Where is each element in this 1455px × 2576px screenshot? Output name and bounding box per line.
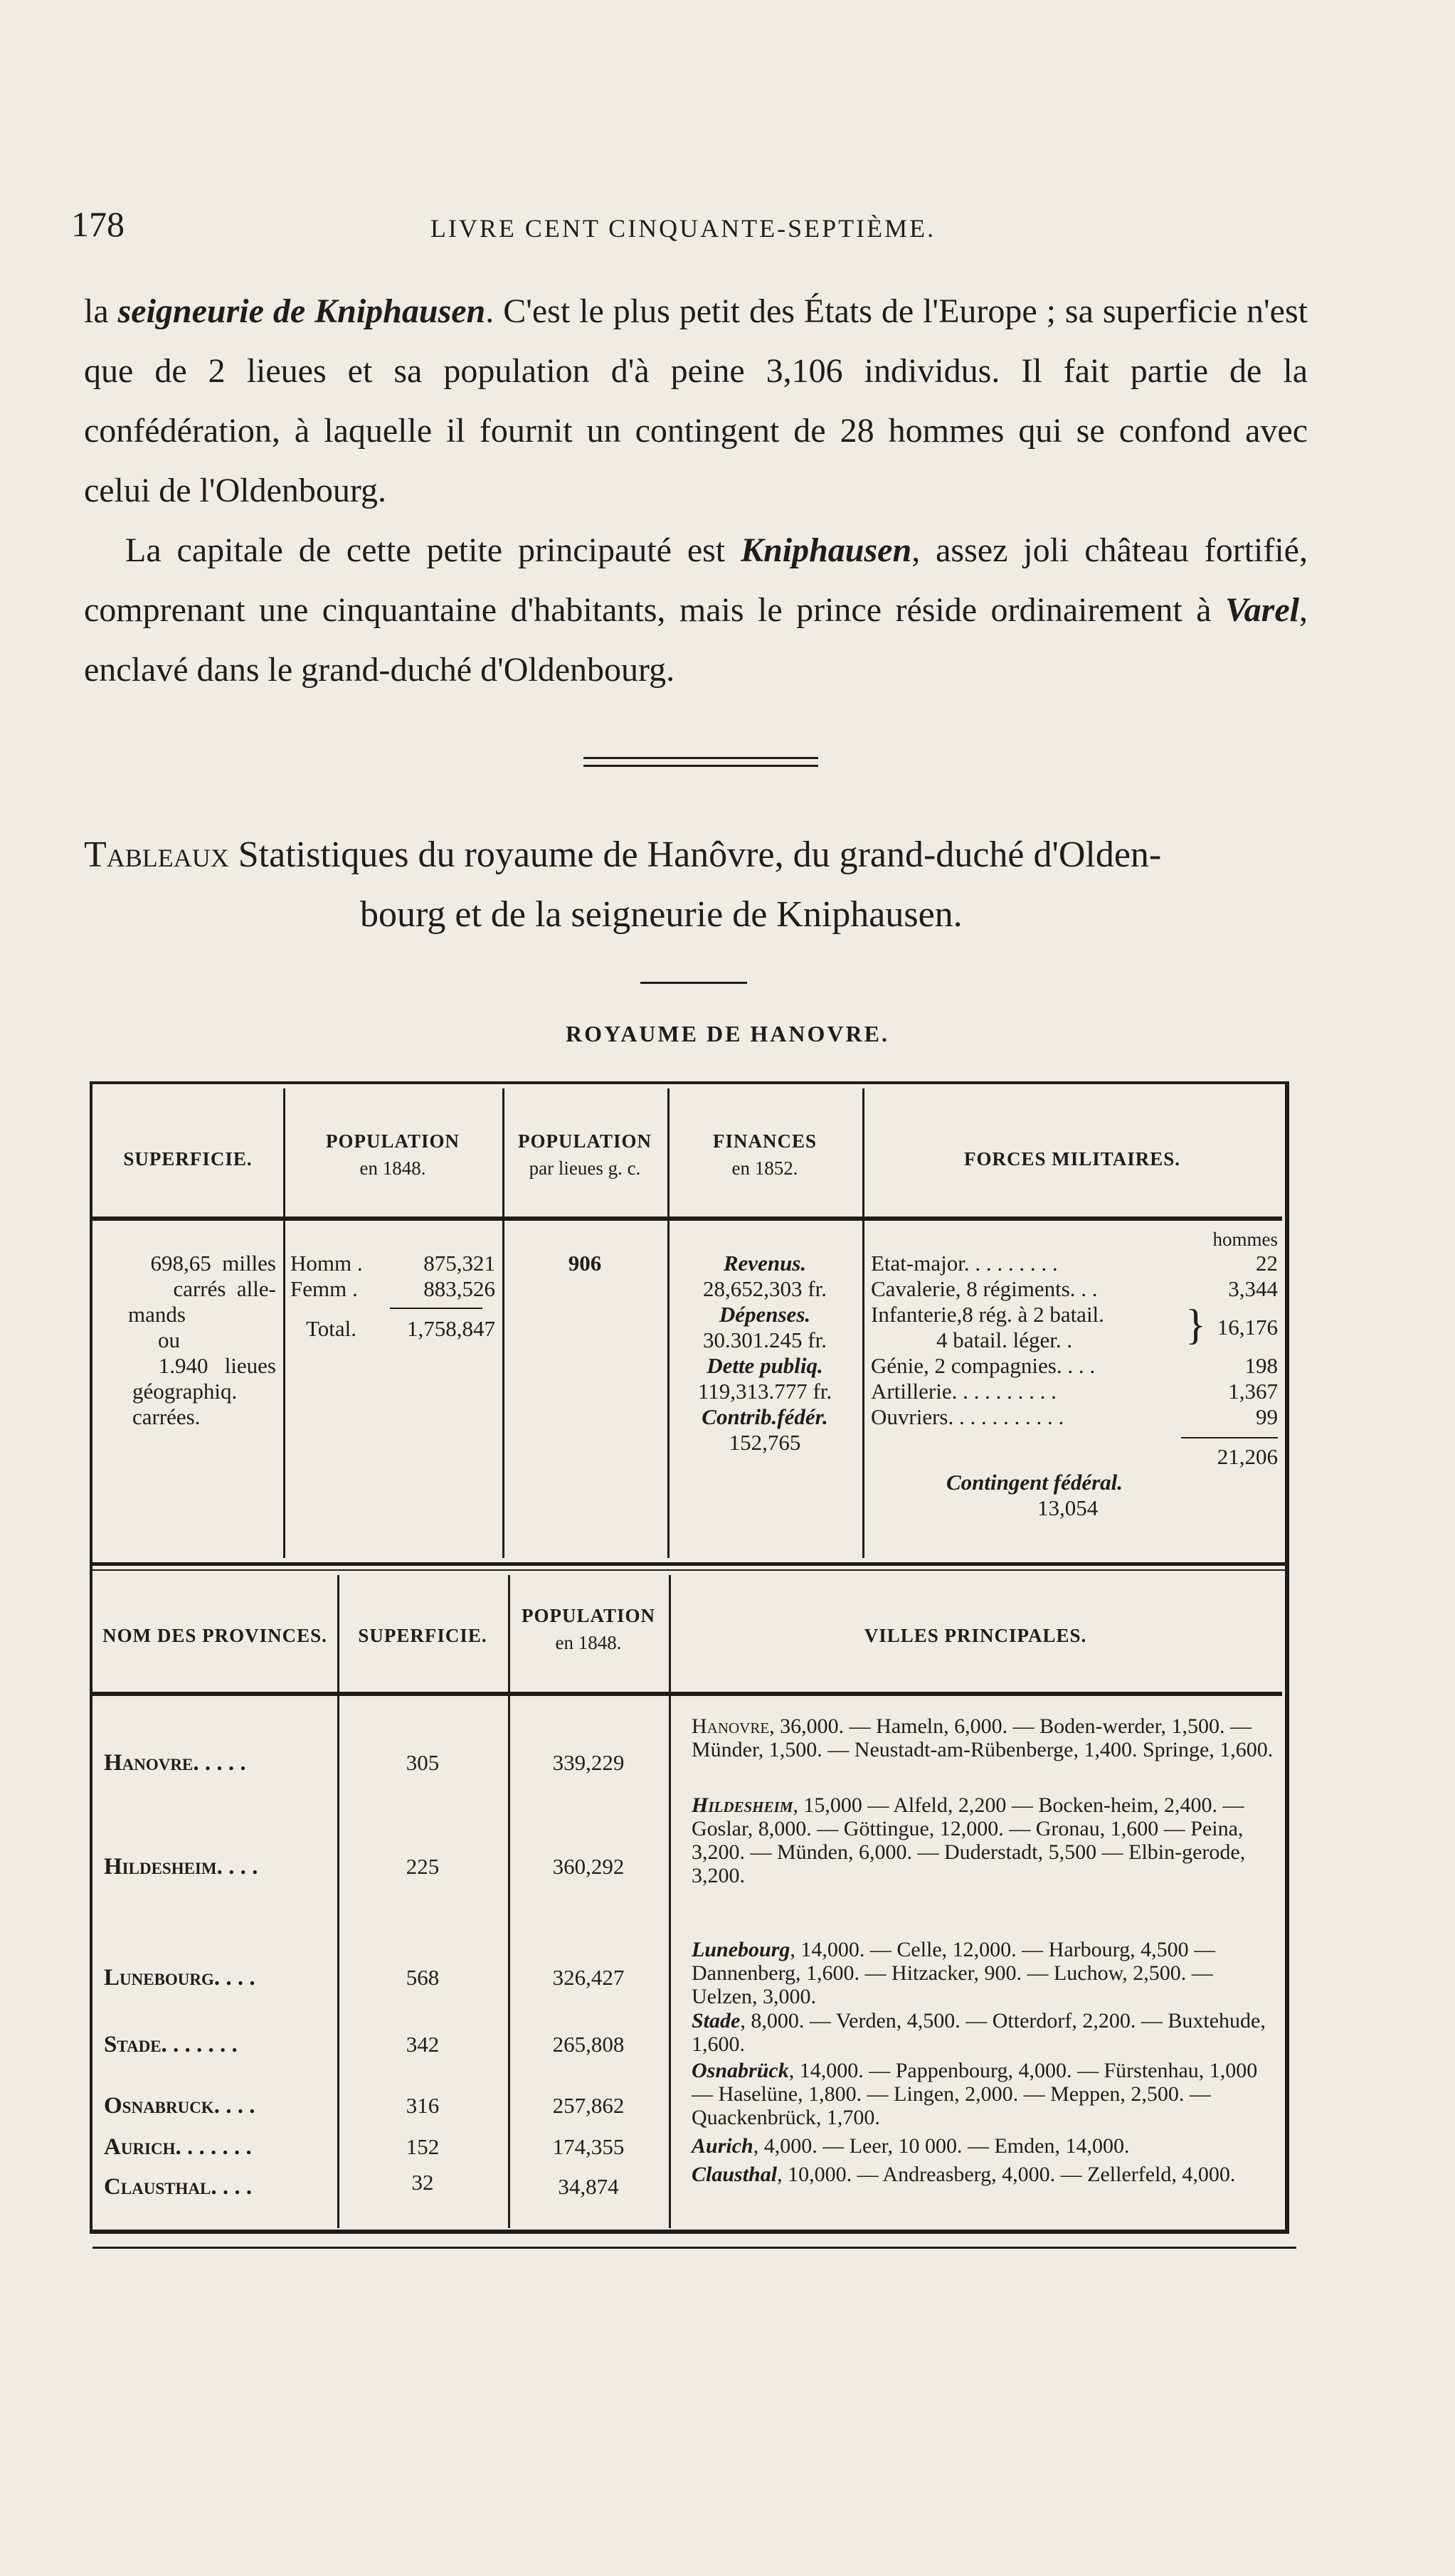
province-population: 257,862 <box>552 2093 625 2118</box>
finances-debt-value: 119,313.777 fr. <box>697 1379 832 1404</box>
header-population-density: POPULATION par lieues g. c. <box>517 1130 652 1179</box>
population-total-value: 1,758,847 <box>407 1316 495 1341</box>
header-finances: FINANCES en 1852. <box>712 1130 818 1179</box>
military-infantry-label: Infanterie,8 rég. à 2 batail. <box>871 1302 1104 1327</box>
province-population: 360,292 <box>552 1854 625 1879</box>
page-header <box>71 203 1295 253</box>
province-population: 326,427 <box>552 1965 625 1990</box>
province-superficie: 32 <box>411 2170 434 2195</box>
paragraph-kniphausen-capital: La capitale de cette petite principauté est Kniphausen, assez joli château fortifié, comprenant une cinquantaine d'habitants, mais le prince réside ordinairement à Varel, enclavé dans le grand-duché d'Oldenbourg. <box>84 531 1308 689</box>
finances-debt-label: Dette publiq. <box>707 1353 823 1378</box>
military-row: Cavalerie, 8 régiments. . . 3,344 <box>871 1276 1278 1301</box>
province-towns: Osnabrück, 14,000. — Pappenbourg, 4,000. — Fürstenhau, 1,000 — Haselüne, 1,800. — Lingen, 2,000. — Meppen, 2,500. — Quackenbrück, 1,700. <box>692 2059 1258 2129</box>
header-superficie: SUPERFICIE. <box>123 1148 253 1170</box>
header-province-name: NOM DES PROVINCES. <box>102 1625 327 1646</box>
military-unit-label: hommes <box>1212 1229 1278 1250</box>
population-men-label: Homm . <box>290 1251 363 1276</box>
tables-title: Tableaux Statistiques du royaume de Hanôvre, du grand-duché d'Olden- bourg et de la seigneurie de Kniphausen. <box>84 834 1162 935</box>
province-name: Lunebourg. . . . <box>104 1965 255 1991</box>
superficie-line: géographiq. <box>132 1379 238 1404</box>
province-towns: Aurich, 4,000. — Leer, 10 000. — Emden, 14,000. <box>692 2134 1130 2158</box>
province-superficie: 225 <box>406 1854 440 1879</box>
header-province-superficie: SUPERFICIE. <box>358 1625 487 1646</box>
province-superficie: 342 <box>406 2032 440 2057</box>
province-name: Hildesheim. . . . <box>104 1854 258 1880</box>
military-infantry-label: 4 batail. léger. . <box>936 1327 1073 1352</box>
intro-text <box>84 282 1308 700</box>
military-infantry-value: 16,176 <box>1217 1315 1278 1340</box>
finances-federal-contribution-label: Contrib.fédér. <box>702 1404 828 1429</box>
t2-header-rule <box>92 1692 1282 1696</box>
sum-rule <box>390 1308 482 1309</box>
military-total-value: 21,206 <box>1217 1444 1278 1469</box>
header-population: POPULATION en 1848. <box>325 1130 460 1179</box>
military-contingent-value: 13,054 <box>1037 1495 1099 1520</box>
population-men-value: 875,321 <box>423 1251 495 1276</box>
military-contingent-label: Contingent fédéral. <box>946 1470 1123 1495</box>
population-women-label: Femm . <box>290 1276 358 1301</box>
military-row: Etat-major. . . . . . . . . 22 <box>871 1251 1278 1276</box>
military-row: Artillerie. . . . . . . . . . 1,367 <box>871 1379 1278 1404</box>
province-superficie: 305 <box>406 1750 440 1775</box>
page-number: 178 <box>71 204 125 244</box>
running-title: LIVRE CENT CINQUANTE-SEPTIÈME. <box>430 214 936 243</box>
province-superficie: 316 <box>406 2093 440 2118</box>
province-name: Stade. . . . . . . <box>104 2032 238 2057</box>
finances-revenue-value: 28,652,303 fr. <box>703 1276 827 1301</box>
province-population: 34,874 <box>558 2174 619 2199</box>
t1-header-rule <box>92 1217 1282 1221</box>
province-name: Osnabruck. . . . <box>104 2093 255 2119</box>
header-province-population: POPULATION en 1848. <box>521 1605 655 1653</box>
section-divider <box>583 757 818 767</box>
t2-divider <box>337 1575 339 2228</box>
superficie-line: 1.940 lieues <box>158 1353 276 1378</box>
province-name: Aurich. . . . . . . <box>104 2134 252 2160</box>
header-military-forces: FORCES MILITAIRES. <box>963 1148 1181 1170</box>
superficie-line: 698,65 milles <box>150 1251 276 1276</box>
header-main-towns: VILLES PRINCIPALES. <box>864 1625 1087 1646</box>
province-towns: Clausthal, 10,000. — Andreasberg, 4,000. — Zellerfeld, 4,000. <box>692 2163 1236 2186</box>
table-bottom-rule <box>92 2247 1296 2249</box>
province-population: 265,808 <box>552 2032 625 2057</box>
superficie-line: mands <box>128 1302 186 1327</box>
finances-revenue-label: Revenus. <box>723 1251 807 1276</box>
table-separator <box>92 1562 1286 1566</box>
province-name: Clausthal. . . . <box>104 2174 253 2200</box>
province-superficie: 152 <box>406 2134 440 2159</box>
table-separator <box>92 1569 1286 1571</box>
province-towns: Hildesheim, 15,000 — Alfeld, 2,200 — Bocken-heim, 2,400. — Goslar, 8,000. — Göttingue, 12,000. — Gronau, 1,600 — Peina, 3,200. — Münden, 6,000. — Duderstadt, 5,500 — Elbin-gerode, 3,200. <box>692 1793 1246 1887</box>
superficie-line: ou <box>158 1327 180 1352</box>
province-population: 339,229 <box>552 1750 625 1775</box>
population-women-value: 883,526 <box>423 1276 495 1301</box>
province-towns: Lunebourg, 14,000. — Celle, 12,000. — Harbourg, 4,500 — Dannenberg, 1,600. — Hitzacker, 900. — Luchow, 2,500. — Uelzen, 3,000. <box>692 1938 1216 2008</box>
finances-federal-contribution-value: 152,765 <box>729 1430 801 1455</box>
military-row: Ouvriers. . . . . . . . . . . 99 <box>871 1404 1278 1429</box>
province-name: Hanovre. . . . . <box>104 1750 246 1776</box>
title-rule <box>640 982 747 984</box>
finances-expenses-label: Dépenses. <box>719 1302 811 1327</box>
kingdom-heading: ROYAUME DE HANOVRE. <box>566 1021 889 1046</box>
province-population: 174,355 <box>552 2134 625 2159</box>
brace-right: } <box>1185 1301 1206 1348</box>
population-density-value: 906 <box>568 1251 602 1276</box>
sum-rule <box>1181 1437 1278 1438</box>
province-towns: Hanovre, 36,000. — Hameln, 6,000. — Boden-werder, 1,500. — Münder, 1,500. — Neustadt-am-Rübenberge, 1,400. Springe, 1,600. <box>692 1714 1274 1761</box>
paragraph-kniphausen-overview: la seigneurie de Kniphausen. C'est le plus petit des États de l'Europe ; sa superficie n'est que de 2 lieues et sa population d'à peine 3,106 individus. Il fait partie de la confédération, à laquelle il fournit un contingent de 28 hommes qui se confond avec celui de l'Oldenbourg. <box>84 292 1308 509</box>
population-total-label: Total. <box>306 1316 357 1341</box>
t2-divider <box>508 1575 510 2228</box>
province-towns: Stade, 8,000. — Verden, 4,500. — Otterdorf, 2,200. — Buxtehude, 1,600. <box>692 2009 1266 2056</box>
superficie-line: carrées. <box>132 1404 201 1429</box>
military-row: Génie, 2 compagnies. . . . 198 <box>871 1353 1278 1378</box>
province-superficie: 568 <box>406 1965 440 1990</box>
t2-divider <box>669 1575 671 2228</box>
finances-expenses-value: 30.301.245 fr. <box>703 1327 827 1352</box>
superficie-line: carrés alle- <box>173 1276 276 1301</box>
